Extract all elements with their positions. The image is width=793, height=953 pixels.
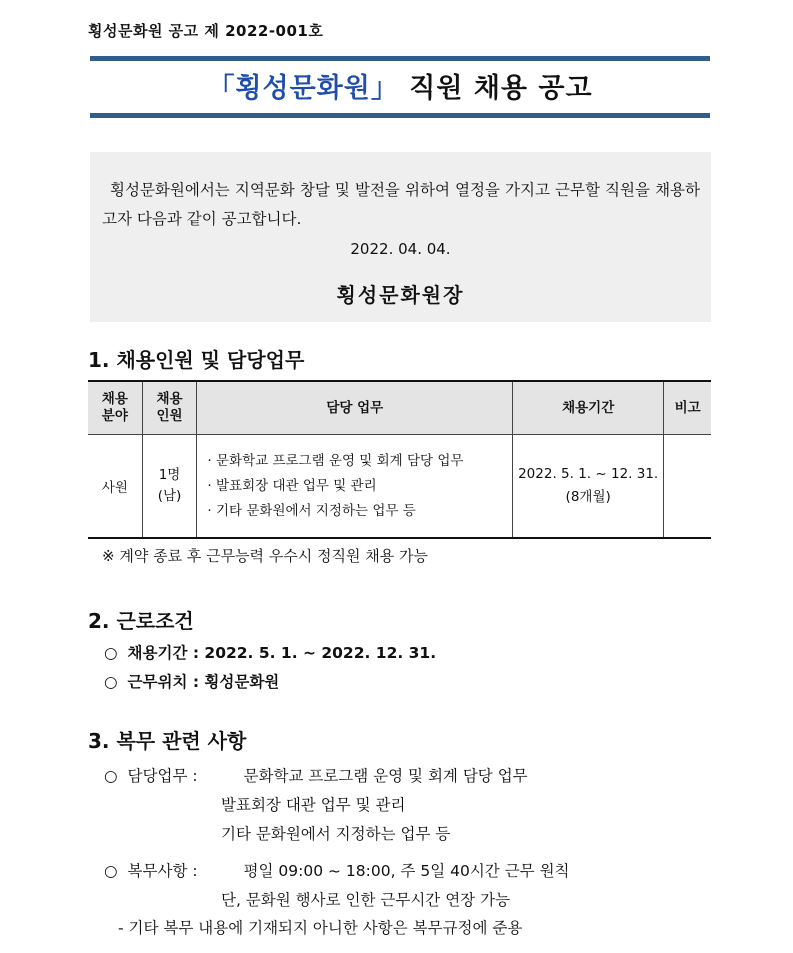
intro-text: 횡성문화원에서는 지역문화 창달 및 발전을 위하여 열정을 가지고 근무할 직원을 채용하고자 다음과 같이 공고합니다. bbox=[102, 181, 700, 228]
title-rest: 직원 채용 공고 bbox=[398, 73, 593, 104]
section1-heading: 1. 채용인원 및 담당업무 bbox=[88, 348, 305, 372]
bullet-circle-icon: ○ bbox=[104, 862, 118, 880]
service-text: 단, 문화원 행사로 인한 근무시간 연장 가능 bbox=[221, 891, 511, 909]
section3-heading: 3. 복무 관련 사항 bbox=[88, 729, 247, 753]
document-number: 횡성문화원 공고 제 2022-001호 bbox=[88, 22, 324, 40]
service-label: 복무사항 : bbox=[127, 862, 198, 880]
recruitment-table bbox=[88, 380, 711, 539]
cell-period: 2022. 5. 1. ~ 12. 31. (8개월) bbox=[513, 435, 664, 539]
etc-note: - 기타 복무 내용에 기재되지 아니한 사항은 복무규정에 준용 bbox=[118, 919, 523, 937]
cell-duties bbox=[197, 435, 513, 539]
duty-text: 문화학교 프로그램 운영 및 회계 담당 업무 bbox=[243, 767, 528, 785]
duty-item: · 기타 문화원에서 지정하는 업무 등 bbox=[207, 502, 416, 519]
cell-remark bbox=[664, 435, 711, 539]
bullet-circle-icon: ○ bbox=[104, 644, 118, 662]
duty-text: 발표회장 대관 업무 및 관리 bbox=[221, 796, 406, 814]
title-bottom-rule bbox=[90, 113, 710, 118]
duty-item: · 문화학교 프로그램 운영 및 회계 담당 업무 bbox=[207, 452, 464, 469]
duty-text: 기타 문화원에서 지정하는 업무 등 bbox=[221, 825, 451, 843]
service-text: 평일 09:00 ~ 18:00, 주 5일 40시간 근무 원칙 bbox=[243, 862, 570, 880]
bullet-circle-icon: ○ bbox=[104, 673, 118, 691]
title-accent: 「횡성문화원」 bbox=[207, 73, 399, 104]
header-remark: 비고 bbox=[664, 381, 711, 435]
cell-count: 1명 (남) bbox=[142, 435, 197, 539]
intro-signature: 횡성문화원장 bbox=[336, 283, 465, 307]
header-field: 채용 분야 bbox=[88, 381, 142, 435]
cell-field: 사원 bbox=[88, 435, 142, 539]
section2-heading: 2. 근로조건 bbox=[88, 609, 194, 633]
bullet-circle-icon: ○ bbox=[104, 767, 118, 785]
duties-label: 담당업무 : bbox=[127, 767, 198, 785]
header-period: 채용기간 bbox=[513, 381, 664, 435]
header-count: 채용 인원 bbox=[142, 381, 197, 435]
intro-date: 2022. 04. 04. bbox=[350, 240, 451, 258]
table-header-row bbox=[88, 381, 711, 435]
duties-line bbox=[104, 764, 528, 786]
service-line bbox=[104, 859, 570, 881]
table-row bbox=[88, 435, 711, 539]
condition-item: ○ 근무위치 : 횡성문화원 bbox=[104, 673, 280, 691]
duty-item: · 발표회장 대관 업무 및 관리 bbox=[207, 477, 377, 494]
header-duties: 담당 업무 bbox=[197, 381, 513, 435]
title-top-rule bbox=[90, 56, 710, 61]
condition-item: ○ 채용기간 : 2022. 5. 1. ~ 2022. 12. 31. bbox=[104, 644, 437, 662]
table-note: ※ 계약 종료 후 근무능력 우수시 정직원 채용 가능 bbox=[102, 547, 429, 565]
page-title bbox=[90, 66, 710, 105]
